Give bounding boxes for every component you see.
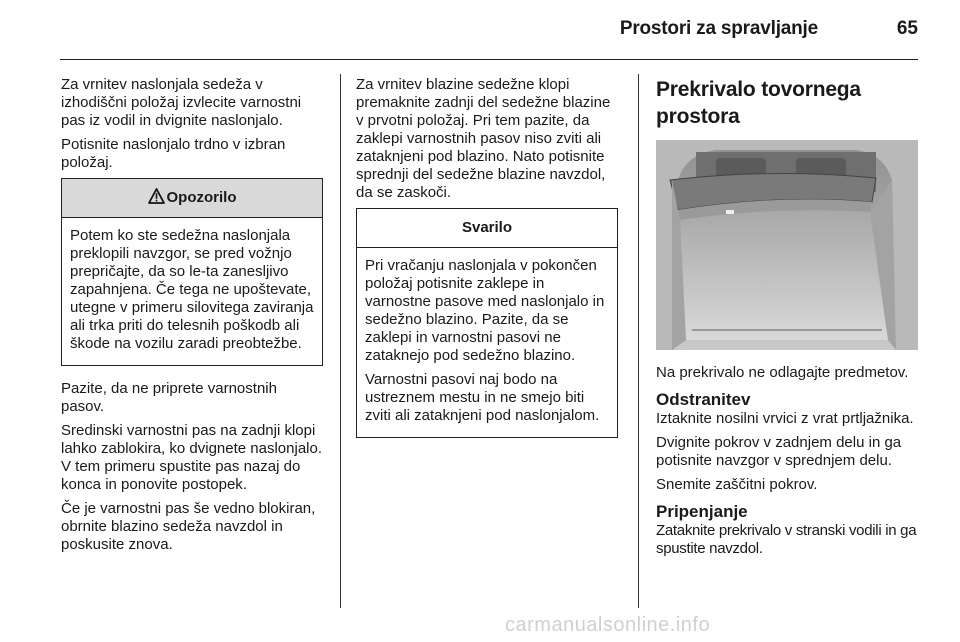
paragraph: Če je varnostni pas še vedno blokiran, obrnite blazino sedeža navzdol in poskusite znova. (61, 500, 316, 553)
caution-header: Svarilo (357, 209, 617, 248)
warning-header (62, 179, 322, 218)
paragraph: Zataknite prekrivalo v stranski vodili in ga spustite navzdol. (656, 522, 917, 557)
paragraph: Sredinski varnostni pas na zadnji klopi lahko zablokira, ko dvignete naslonjalo. V tem primeru spustite pas nazaj do konca in ponovite postopek. (61, 422, 322, 493)
column-2 (356, 76, 618, 452)
column-divider-1 (340, 74, 341, 608)
subheading-attach: Pripenjanje (656, 502, 748, 521)
paragraph: Za vrnitev naslonjala sedeža v izhodiščni položaj izvlecite varnostni pas iz vodil in dvignite naslonjalo. (61, 76, 302, 129)
page-header (60, 12, 918, 48)
paragraph: Dvignite pokrov v zadnjem delu in ga potisnite navzgor v sprednjem delu. (656, 434, 902, 469)
paragraph: Na prekrivalo ne odlagajte predmetov. (656, 364, 909, 381)
paragraph: Iztaknite nosilni vrvici z vrat prtljažnika. (656, 410, 914, 427)
section-heading: Prekrivalo tovornega prostora (656, 78, 861, 128)
section-title: Prostori za spravljanje (619, 18, 818, 39)
subheading-remove: Odstranitev (656, 390, 751, 409)
paragraph: Snemite zaščitni pokrov. (656, 476, 818, 493)
paragraph: Pazite, da ne priprete varnostnih pasov. (61, 380, 277, 415)
column-3 (656, 76, 922, 564)
cargo-cover-illustration (656, 140, 918, 350)
warning-text: Potem ko ste sedežna naslonjala preklopili navzgor, se pred vožnjo prepričajte, da so le-ta zanesljivo zapahnjena. Če tega ne upoštevate, utegne v primeru silovitega zaviranja ali trka priti do telesnih poškodb ali škode na vozilu zaradi preobtežbe. (70, 227, 314, 352)
warning-title: Opozorilo (166, 189, 237, 206)
column-1 (61, 76, 323, 560)
warning-triangle-icon (148, 181, 165, 219)
paragraph: Potisnite naslonjalo trdno v izbran položaj. (61, 136, 286, 171)
page-number: 65 (896, 18, 918, 39)
caution-box (356, 208, 618, 438)
caution-text: Varnostni pasovi naj bodo na ustreznem mestu in ne smejo biti zviti ali zataknjeni pod naslonjalom. (365, 371, 600, 424)
warning-box (61, 178, 323, 366)
watermark: carmanualsonline.info (505, 614, 711, 636)
paragraph: Za vrnitev blazine sedežne klopi premaknite zadnji del sedežne blazine v prvotni položaj. Pri tem pazite, da zaklepi varnostnih pasov niso zviti ali zataknjeni pod blazino. Nato potisnite sprednji del sedežne blazine navzdol, da se zaskoči. (356, 76, 611, 201)
header-divider (60, 59, 918, 60)
caution-text: Pri vračanju naslonjala v pokončen položaj potisnite zaklepe in varnostne pasove med naslonjalo in sedežno blazino. Pazite, da se zaklepi in varnostni pasovi ne zataknejo pod sedežno blazino. (365, 257, 605, 364)
column-divider-2 (638, 74, 639, 608)
warning-body (62, 218, 322, 365)
caution-body (357, 248, 617, 437)
